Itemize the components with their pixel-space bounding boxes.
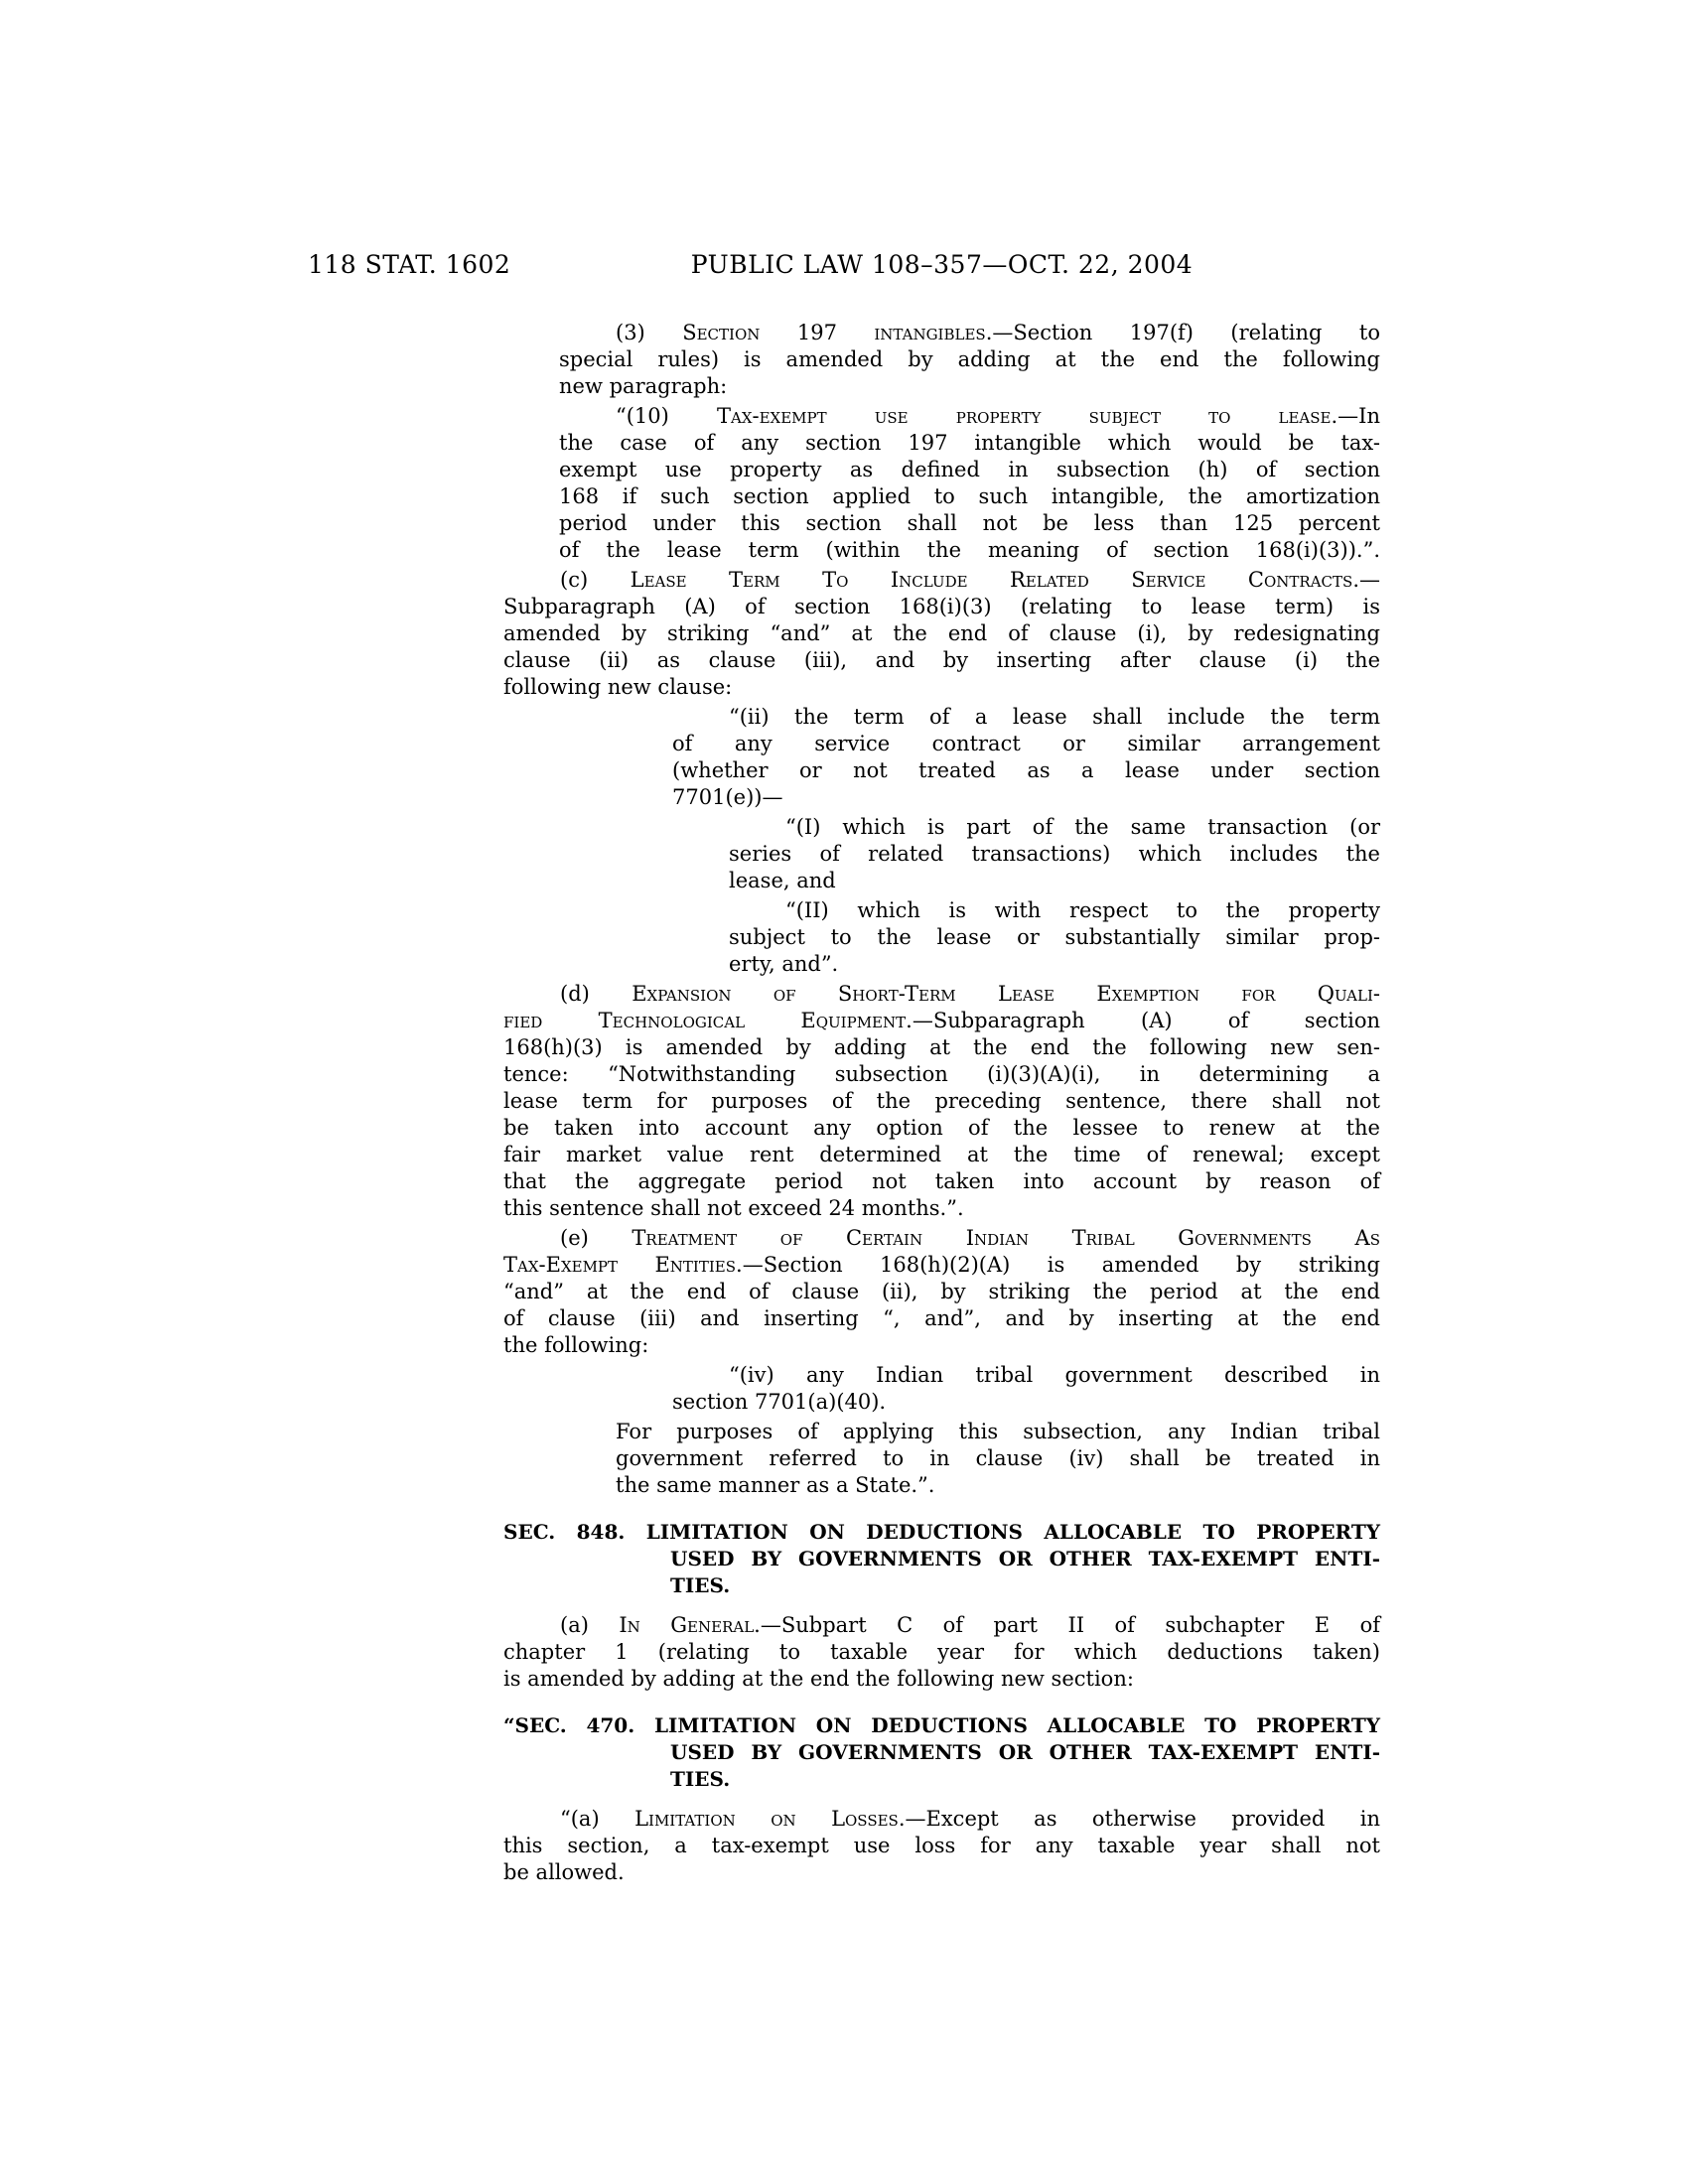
- text-line: [503, 1519, 1380, 1546]
- text-line: [503, 1195, 1380, 1222]
- text-run: fied Technological Equipment: [503, 1009, 907, 1032]
- text-line: [729, 924, 1380, 951]
- text-line: [729, 897, 1380, 924]
- text-line: [616, 1445, 1380, 1472]
- text-run: (a): [560, 1613, 620, 1637]
- text-run: .—: [1352, 568, 1381, 592]
- text-run: clause (ii) as clause (iii), and by inserting after clause (i) the: [503, 648, 1380, 672]
- text-run: 168(h)(3) is amended by adding at the end the following new sen-: [503, 1035, 1380, 1059]
- subclause-II-respect-to-property: [729, 897, 1380, 978]
- text-run: series of related transactions) which includes the: [729, 842, 1380, 866]
- text-line: [503, 1279, 1380, 1305]
- text-run: 7701(e))—: [672, 785, 783, 809]
- text-run: (e): [560, 1226, 633, 1250]
- text-run: Limitation on Losses: [634, 1807, 899, 1831]
- heading-sec-470: [503, 1712, 1380, 1793]
- text-line: [559, 457, 1380, 483]
- text-line: [729, 951, 1380, 978]
- text-run: chapter 1 (relating to taxable year for which deductions taken): [503, 1640, 1380, 1664]
- text-run: (c): [560, 568, 631, 592]
- text-line: [503, 1008, 1380, 1034]
- text-run: SEC. 848. LIMITATION ON DEDUCTIONS ALLOCABLE TO PROPERTY: [503, 1520, 1380, 1544]
- text-run: this sentence shall not exceed 24 months.”.: [503, 1196, 964, 1220]
- text-run: of any service contract or similar arrangement: [672, 732, 1380, 755]
- text-line: [503, 1115, 1380, 1142]
- text-run: be allowed.: [503, 1860, 625, 1884]
- text-run: is amended by adding at the end the following new section:: [503, 1667, 1134, 1691]
- text-run: (whether or not treated as a lease under section: [672, 758, 1380, 782]
- text-line: [729, 814, 1380, 841]
- text-run: Tax-Exempt Entities: [503, 1253, 737, 1277]
- text-run: “(a): [560, 1807, 635, 1831]
- text-run: .—In: [1331, 404, 1380, 428]
- text-run: “(I) which is part of the same transaction (or: [785, 815, 1380, 839]
- text-line: [503, 1142, 1380, 1168]
- para-3-section-197-intangibles: [559, 320, 1380, 400]
- text-run: “(ii) the term of a lease shall include the term: [729, 705, 1380, 729]
- text-run: “(II) which is with respect to the property: [785, 898, 1380, 922]
- text-line: [503, 1739, 1380, 1766]
- text-line: [559, 430, 1380, 457]
- text-line: [503, 1766, 1380, 1793]
- text-run: Treatment of Certain Indian Tribal Governments As: [632, 1226, 1380, 1250]
- text-run: the case of any section 197 intangible which would be tax-: [559, 431, 1380, 455]
- text-run: period under this section shall not be less than 125 percent: [559, 511, 1380, 535]
- text-line: [729, 868, 1380, 894]
- heading-sec-848: [503, 1519, 1380, 1599]
- text-run: “SEC. 470. LIMITATION ON DEDUCTIONS ALLOCABLE TO PROPERTY: [503, 1713, 1380, 1737]
- text-run: USED BY GOVERNMENTS OR OTHER TAX-EXEMPT ENTI-: [670, 1547, 1380, 1570]
- text-run: .—Except as otherwise provided in: [898, 1807, 1380, 1831]
- subsec-c-lease-term-related-service-contracts: [503, 567, 1380, 701]
- para-10-tax-exempt-use-property: [559, 403, 1380, 564]
- text-run: “and” at the end of clause (ii), by striking the period at the end: [503, 1280, 1380, 1303]
- subsec-a-in-general: [503, 1612, 1380, 1693]
- text-run: that the aggregate period not taken into account by reason of: [503, 1169, 1380, 1193]
- text-run: Tax-exempt use property subject to lease: [716, 404, 1332, 428]
- subsec-a-limitation-on-losses: [503, 1806, 1380, 1886]
- text-line: [672, 704, 1380, 731]
- text-run: exempt use property as defined in subsection (h) of section: [559, 458, 1380, 481]
- text-run: following new clause:: [503, 675, 733, 699]
- text-line: [503, 674, 1380, 701]
- text-line: [503, 1806, 1380, 1833]
- text-run: .—Section 197(f) (relating to: [985, 321, 1380, 344]
- text-line: [559, 483, 1380, 510]
- text-run: subject to the lease or substantially similar prop-: [729, 925, 1380, 949]
- text-run: TIES.: [670, 1573, 731, 1597]
- text-run: this section, a tax-exempt use loss for any taxable year shall not: [503, 1834, 1380, 1857]
- text-run: be taken into account any option of the lessee to renew at the: [503, 1116, 1380, 1140]
- text-run: In General: [619, 1613, 755, 1637]
- text-line: [672, 1389, 1380, 1416]
- text-run: government referred to in clause (iv) shall be treated in: [616, 1446, 1380, 1470]
- text-run: tence: “Notwithstanding subsection (i)(3)(A)(i), in determining a: [503, 1062, 1380, 1086]
- text-line: [503, 1252, 1380, 1279]
- text-line: [559, 346, 1380, 373]
- running-head-law-title: PUBLIC LAW 108–357—OCT. 22, 2004: [690, 250, 1194, 279]
- text-line: [672, 757, 1380, 784]
- text-run: Section 197 intangibles: [682, 321, 986, 344]
- text-run: TIES.: [670, 1767, 731, 1791]
- subclause-I-same-transaction: [729, 814, 1380, 894]
- text-run: lease term for purposes of the preceding sentence, there shall not: [503, 1089, 1380, 1113]
- document-body: [503, 320, 1380, 1889]
- clause-ii-term-of-lease: [672, 704, 1380, 811]
- text-run: .—Subparagraph (A) of section: [906, 1009, 1380, 1032]
- text-line: [503, 1225, 1380, 1252]
- text-run: amended by striking “and” at the end of clause (i), by redesignating: [503, 621, 1380, 645]
- text-line: [503, 1859, 1380, 1886]
- text-line: [616, 1472, 1380, 1499]
- text-line: [503, 1168, 1380, 1195]
- text-line: [559, 373, 1380, 400]
- text-run: new paragraph:: [559, 374, 728, 398]
- text-run: the following:: [503, 1333, 649, 1357]
- text-line: [503, 1546, 1380, 1572]
- text-run: (d): [560, 982, 633, 1006]
- text-run: Expansion of Short-Term Lease Exemption for Quali-: [632, 982, 1380, 1006]
- text-run: Subparagraph (A) of section 168(i)(3) (relating to lease term) is: [503, 595, 1380, 618]
- text-line: [503, 620, 1380, 647]
- text-line: [503, 1712, 1380, 1739]
- text-run: (3): [616, 321, 683, 344]
- text-run: erty, and”.: [729, 952, 839, 976]
- text-run: For purposes of applying this subsection, any Indian tribal: [616, 1420, 1380, 1443]
- clause-iv-indian-tribal-government: [672, 1362, 1380, 1416]
- text-line: [559, 537, 1380, 564]
- subsec-e-indian-tribal-governments: [503, 1225, 1380, 1359]
- text-run: special rules) is amended by adding at the end the following: [559, 347, 1380, 371]
- text-line: [503, 1572, 1380, 1599]
- text-line: [672, 731, 1380, 757]
- text-run: .—Section 168(h)(2)(A) is amended by striking: [736, 1253, 1380, 1277]
- text-run: section 7701(a)(40).: [672, 1390, 887, 1414]
- flush-para-for-purposes: [616, 1419, 1380, 1499]
- text-line: [503, 1061, 1380, 1088]
- text-run: USED BY GOVERNMENTS OR OTHER TAX-EXEMPT ENTI-: [670, 1740, 1380, 1764]
- text-run: “(10): [616, 404, 717, 428]
- text-line: [559, 403, 1380, 430]
- text-line: [503, 1612, 1380, 1639]
- text-run: fair market value rent determined at the time of renewal; except: [503, 1143, 1380, 1166]
- text-line: [503, 1034, 1380, 1061]
- text-line: [672, 1362, 1380, 1389]
- text-run: “(iv) any Indian tribal government described in: [729, 1363, 1380, 1387]
- page-number-stat: 118 STAT. 1602: [308, 250, 511, 279]
- text-run: .—Subpart C of part II of subchapter E of: [754, 1613, 1380, 1637]
- text-run: of clause (iii) and inserting “, and”, and by inserting at the end: [503, 1306, 1380, 1330]
- text-run: 168 if such section applied to such intangible, the amortization: [559, 484, 1380, 508]
- text-run: the same manner as a State.”.: [616, 1473, 935, 1497]
- text-line: [503, 1332, 1380, 1359]
- text-line: [559, 320, 1380, 346]
- text-line: [616, 1419, 1380, 1445]
- text-line: [559, 510, 1380, 537]
- text-line: [503, 1833, 1380, 1859]
- text-line: [503, 1305, 1380, 1332]
- text-line: [729, 841, 1380, 868]
- text-line: [503, 567, 1380, 594]
- subsec-d-short-term-lease-exemption: [503, 981, 1380, 1222]
- text-line: [503, 981, 1380, 1008]
- text-run: Lease Term To Include Related Service Contracts: [630, 568, 1353, 592]
- text-line: [503, 647, 1380, 674]
- text-run: lease, and: [729, 869, 836, 892]
- text-line: [503, 1088, 1380, 1115]
- text-line: [503, 1639, 1380, 1666]
- text-line: [503, 594, 1380, 620]
- text-line: [503, 1666, 1380, 1693]
- text-run: of the lease term (within the meaning of section 168(i)(3)).”.: [559, 538, 1380, 562]
- text-line: [672, 784, 1380, 811]
